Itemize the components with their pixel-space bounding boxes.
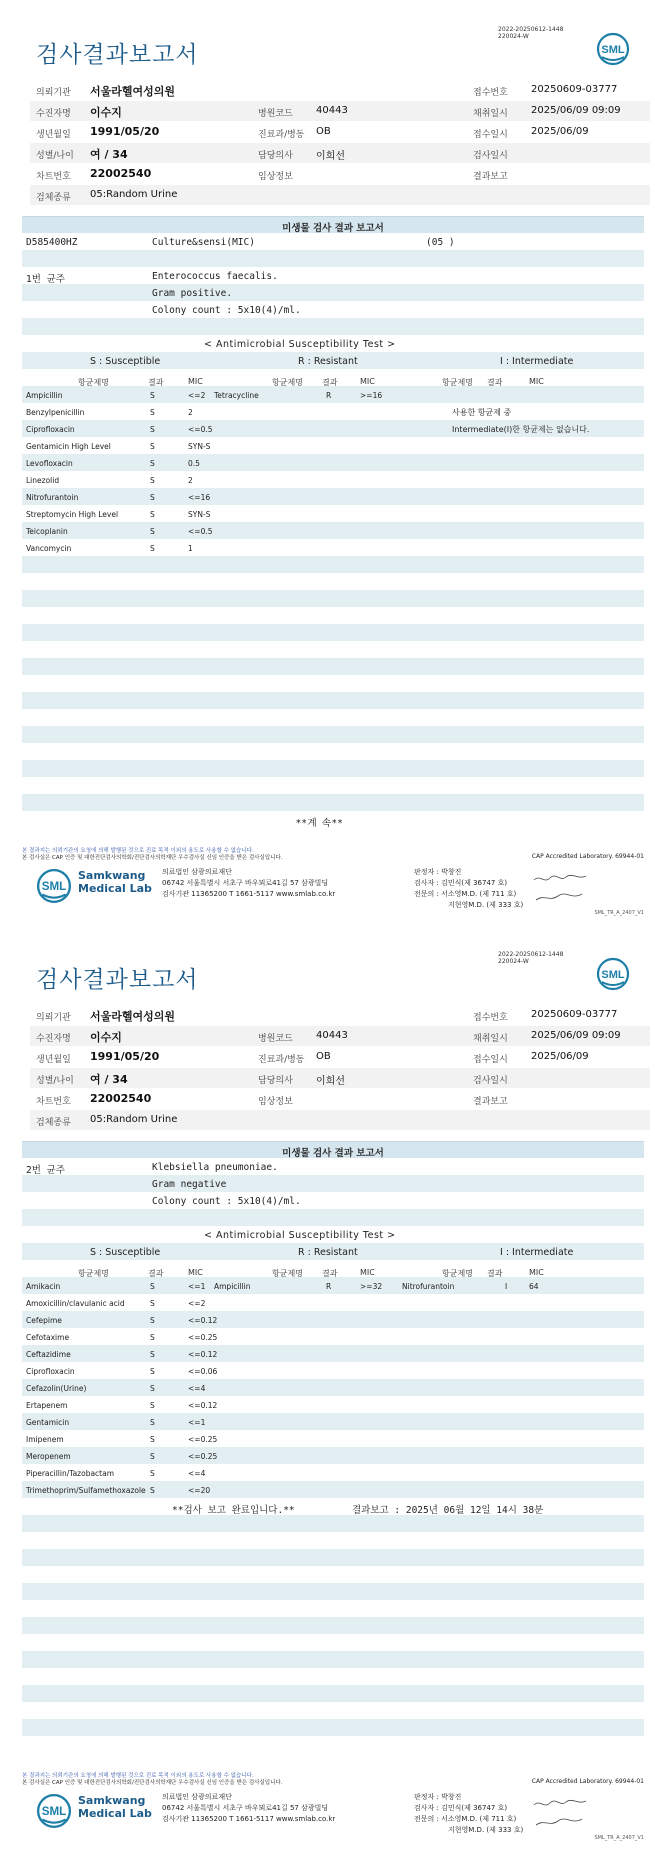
legend-intermediate: I : Intermediate [500, 1247, 574, 1258]
row-band [22, 1464, 644, 1481]
row-band [22, 1736, 644, 1753]
company-name: Samkwang Medical Lab [78, 869, 152, 895]
svg-text:SML: SML [601, 44, 625, 56]
result-value: S [150, 1367, 155, 1376]
info-row: 성별/나이 여 / 34 담당의사 이희선 검사일시 [30, 143, 650, 164]
row-band [22, 471, 644, 488]
row-band [22, 386, 644, 403]
row-band [22, 726, 644, 743]
row-band [22, 1566, 644, 1583]
mic-value: <=0.5 [188, 527, 213, 536]
row-band [22, 1498, 644, 1515]
patient-info [30, 80, 650, 206]
mic-value: >=32 [360, 1282, 383, 1291]
organism-line: Colony count : 5x10(4)/ml. [152, 1196, 301, 1207]
drug-name: Ceftazidime [26, 1350, 71, 1359]
mic-value: <=4 [188, 1384, 206, 1393]
drug-name: Cefazolin(Urine) [26, 1384, 87, 1393]
drug-name: Streptomycin High Level [26, 510, 119, 519]
drug-name: Nitrofurantoin [402, 1282, 455, 1291]
row-band [22, 1668, 644, 1685]
note-line: Intermediate(I)한 항균제는 없습니다. [452, 425, 590, 434]
header-mic: MIC [529, 1268, 544, 1277]
header-mic: MIC [188, 377, 203, 386]
organism-line: Gram negative [152, 1179, 227, 1190]
row-band [22, 1532, 644, 1549]
drug-name: Nitrofurantoin [26, 493, 79, 502]
row-band [22, 641, 644, 658]
legend-intermediate: I : Intermediate [500, 356, 574, 367]
result-value: S [150, 391, 155, 400]
svg-text:SML: SML [601, 969, 625, 981]
drug-name: Gentamicin [26, 1418, 70, 1427]
row-band [22, 675, 644, 692]
header-result: 결과 [487, 378, 503, 387]
drug-name: Ampicillin [214, 1282, 251, 1291]
row-band [22, 488, 644, 505]
sml-logo-icon [36, 1793, 72, 1829]
company-address: 의료법인 삼광의료재단 06742 서울특별시 서초구 바우뫼로41길 57 삼광빌딩 검사기관 11365200 T 1661-5117 www.smlab.co.kr [162, 868, 336, 898]
result-value: S [150, 408, 155, 417]
result-section [22, 216, 644, 828]
drug-name: Cefepime [26, 1316, 62, 1325]
info-row: 의뢰기관 서울라헬여성의원 접수번호 20250609-03777 [30, 80, 650, 101]
result-value: S [150, 1384, 155, 1393]
row-band [22, 267, 644, 284]
row-band [22, 743, 644, 760]
row-band [22, 590, 644, 607]
mic-value: <=0.12 [188, 1350, 218, 1359]
info-row: 생년월일 1991/05/20 진료과/병동 OB 접수일시 2025/06/09 [30, 1047, 650, 1068]
drug-name: Cefotaxime [26, 1333, 70, 1342]
mic-value: <=0.25 [188, 1452, 218, 1461]
row-band [22, 556, 644, 573]
organism-line: Klebsiella pneumoniae. [152, 1162, 278, 1173]
info-row: 수진자명 이수지 병원코드 40443 채취일시 2025/06/09 09:09 [30, 101, 650, 122]
continued-text: **계 속** [296, 818, 344, 829]
footer-notice: 본 검사실은 CAP 인증 및 대한진단검사의학회/진단검사의학재단 우수검사실 신임 인증을 받은 검사실입니다. [22, 855, 283, 861]
header-result: 결과 [487, 1269, 503, 1278]
svg-text:SML: SML [41, 880, 67, 894]
row-band [22, 794, 644, 811]
row-band [22, 250, 644, 267]
report-page-2 [0, 925, 655, 1850]
drug-name: Teicoplanin [26, 527, 68, 536]
row-band [22, 1549, 644, 1566]
row-band [22, 1209, 644, 1226]
staff-list: 판정자 : 박창진 검사자 : 김민식(제 36747 호) 전문의 : 서소영M.D. (제 711 호) 지현영M.D. (제 333 호) [414, 1793, 524, 1834]
report-heading: 미생물 검사 결과 보고서 [282, 223, 384, 234]
top-code: 2022-20250612-1448 220024-W [498, 951, 564, 965]
info-row: 검체종류 05:Random Urine [30, 185, 650, 206]
result-value: S [150, 1299, 155, 1308]
header-mic: MIC [360, 377, 375, 386]
row-band [22, 1430, 644, 1447]
drug-name: Levofloxacin [26, 459, 73, 468]
drug-name: Ciprofloxacin [26, 1367, 75, 1376]
mic-value: 1 [188, 544, 193, 553]
mic-value: <=1 [188, 1418, 206, 1427]
row-band [22, 539, 644, 556]
result-value: S [150, 1316, 155, 1325]
row-band [22, 1158, 644, 1175]
organism-label: 1번 균주 [26, 274, 65, 285]
footer-notice: 본 검사실은 CAP 인증 및 대한진단검사의학회/진단검사의학재단 우수검사실 신임 인증을 받은 검사실입니다. [22, 1780, 283, 1786]
drug-name: Amoxicillin/clavulanic acid [26, 1299, 125, 1308]
drug-name: Piperacillin/Tazobactam [26, 1469, 115, 1478]
drug-name: Tetracycline [214, 391, 259, 400]
row-band [22, 1192, 644, 1209]
header-drug: 항균제명 [442, 1269, 473, 1278]
cap-accreditation: CAP Accredited Laboratory. 69944-01 [531, 853, 644, 860]
mic-value: <=0.06 [188, 1367, 218, 1376]
mic-value: <=0.5 [188, 425, 213, 434]
page-title: 검사결과보고서 [36, 967, 199, 993]
row-band [22, 1328, 644, 1345]
mic-value: <=16 [188, 493, 211, 502]
header-mic: MIC [360, 1268, 375, 1277]
result-value: S [150, 544, 155, 553]
staff-list: 판정자 : 박창진 검사자 : 김민식(제 36747 호) 전문의 : 서소영M.D. (제 711 호) 지현영M.D. (제 333 호) [414, 868, 524, 909]
result-value: S [150, 476, 155, 485]
header-result: 결과 [322, 378, 338, 387]
row-band [22, 760, 644, 777]
result-value: S [150, 493, 155, 502]
mic-value: SYN-S [188, 510, 211, 519]
info-row: 수진자명 이수지 병원코드 40443 채취일시 2025/06/09 09:09 [30, 1026, 650, 1047]
info-row: 검체종류 05:Random Urine [30, 1110, 650, 1131]
company-logo [36, 1791, 156, 1827]
result-value: S [150, 425, 155, 434]
legend-susceptible: S : Susceptible [90, 1247, 161, 1258]
drug-name: Meropenem [26, 1452, 71, 1461]
test-name: Culture&sensi(MIC) [152, 237, 255, 248]
drug-name: Linezolid [26, 476, 60, 485]
row-band [22, 658, 644, 675]
mic-value: 2 [188, 476, 193, 485]
result-value: S [150, 527, 155, 536]
row-band [22, 1600, 644, 1617]
row-band [22, 1311, 644, 1328]
row-band [22, 1413, 644, 1430]
row-band [22, 1685, 644, 1702]
row-band [22, 1702, 644, 1719]
row-band [22, 1617, 644, 1634]
header-drug: 항균제명 [78, 378, 109, 387]
ast-title: < Antimicrobial Susceptibility Test > [204, 339, 396, 350]
header-result: 결과 [148, 1269, 164, 1278]
mic-value: 2 [188, 408, 193, 417]
drug-name: Imipenem [26, 1435, 64, 1444]
mic-value: <=0.25 [188, 1333, 218, 1342]
row-band [22, 403, 644, 420]
company-name: Samkwang Medical Lab [78, 1794, 152, 1820]
info-row: 생년월일 1991/05/20 진료과/병동 OB 접수일시 2025/06/09 [30, 122, 650, 143]
drug-name: Trimethoprim/Sulfamethoxazole [26, 1486, 146, 1495]
row-band [22, 1447, 644, 1464]
header-drug: 항균제명 [442, 378, 473, 387]
mic-value: <=2 [188, 391, 206, 400]
header-mic: MIC [529, 377, 544, 386]
header-result: 결과 [148, 378, 164, 387]
header-result: 결과 [322, 1269, 338, 1278]
signature-icon [532, 870, 592, 904]
drug-name: Ciprofloxacin [26, 425, 75, 434]
row-band [22, 1583, 644, 1600]
cap-accreditation: CAP Accredited Laboratory. 69944-01 [531, 1778, 644, 1785]
sml-logo-icon [596, 957, 630, 991]
row-band [22, 1379, 644, 1396]
info-row: 차트번호 22002540 임상정보 결과보고 [30, 1089, 650, 1110]
organism-line: Enterococcus faecalis. [152, 271, 278, 282]
legend-resistant: R : Resistant [298, 1247, 358, 1258]
row-band [22, 1345, 644, 1362]
result-section [22, 1141, 644, 1753]
result-value: S [150, 459, 155, 468]
row-band [22, 301, 644, 318]
company-address: 의료법인 삼광의료재단 06742 서울특별시 서초구 바우뫼로41길 57 삼광빌딩 검사기관 11365200 T 1661-5117 www.smlab.co.kr [162, 1793, 336, 1823]
row-band [22, 233, 644, 250]
form-version: SML_TR_A_2407_V1 [594, 1835, 644, 1841]
header-mic: MIC [188, 1268, 203, 1277]
footer-notice: 본 결과지는 의뢰기관의 요청에 의해 발행된 것으로 진료 목적 이외의 용도로 사용할 수 없습니다. [22, 848, 254, 854]
drug-name: Amikacin [26, 1282, 61, 1291]
drug-name: Vancomycin [26, 544, 72, 553]
result-value: S [150, 1486, 155, 1495]
result-value: S [150, 1452, 155, 1461]
organism-label: 2번 균주 [26, 1165, 65, 1176]
result-value: S [150, 442, 155, 451]
row-band [22, 573, 644, 590]
row-band [22, 522, 644, 539]
legend-susceptible: S : Susceptible [90, 356, 161, 367]
row-band [22, 1175, 644, 1192]
mic-value: <=1 [188, 1282, 206, 1291]
organism-line: Gram positive. [152, 288, 233, 299]
row-band [22, 1651, 644, 1668]
report-time: 결과보고 : 2025년 06월 12일 14시 38분 [352, 1505, 544, 1516]
top-code: 2022-20250612-1448 220024-W [498, 26, 564, 40]
report-heading: 미생물 검사 결과 보고서 [282, 1148, 384, 1159]
organism-line: Colony count : 5x10(4)/ml. [152, 305, 301, 316]
info-row: 차트번호 22002540 임상정보 결과보고 [30, 164, 650, 185]
report-complete: **검사 보고 완료입니다.** [172, 1505, 295, 1516]
mic-value: >=16 [360, 391, 383, 400]
row-band [22, 1396, 644, 1413]
row-band [22, 318, 644, 335]
mic-value: <=0.12 [188, 1401, 218, 1410]
result-value: I [505, 1282, 508, 1291]
row-band [22, 709, 644, 726]
row-band [22, 437, 644, 454]
svg-text:SML: SML [41, 1805, 67, 1819]
header-drug: 항균제명 [272, 1269, 303, 1278]
drug-name: Benzylpenicillin [26, 408, 85, 417]
form-version: SML_TR_A_2407_V1 [594, 910, 644, 916]
result-value: S [150, 1401, 155, 1410]
company-logo [36, 866, 156, 902]
signature-icon [532, 1795, 592, 1829]
row-band [22, 607, 644, 624]
result-value: S [150, 1435, 155, 1444]
test-code: D585400HZ [26, 237, 78, 248]
row-band [22, 1515, 644, 1532]
row-band [22, 1719, 644, 1736]
result-value: S [150, 1418, 155, 1427]
drug-name: Gentamicin High Level [26, 442, 111, 451]
test-number: (05 ) [426, 237, 455, 248]
row-band [22, 624, 644, 641]
row-band [22, 777, 644, 794]
row-band [22, 454, 644, 471]
result-value: S [150, 510, 155, 519]
result-value: S [150, 1282, 155, 1291]
info-row: 성별/나이 여 / 34 담당의사 이희선 검사일시 [30, 1068, 650, 1089]
sml-logo-icon [596, 32, 630, 66]
mic-value: 0.5 [188, 459, 200, 468]
row-band [22, 692, 644, 709]
row-band [22, 1277, 644, 1294]
result-value: S [150, 1469, 155, 1478]
mic-value: <=0.12 [188, 1316, 218, 1325]
info-row: 의뢰기관 서울라헬여성의원 접수번호 20250609-03777 [30, 1005, 650, 1026]
mic-value: SYN-S [188, 442, 211, 451]
footer-notice: 본 결과지는 의뢰기관의 요청에 의해 발행된 것으로 진료 목적 이외의 용도로 사용할 수 없습니다. [22, 1773, 254, 1779]
mic-value: <=2 [188, 1299, 206, 1308]
mic-value: 64 [529, 1282, 539, 1291]
mic-value: <=20 [188, 1486, 211, 1495]
ast-title: < Antimicrobial Susceptibility Test > [204, 1230, 396, 1241]
note-line: 사용한 항균제 중 [452, 408, 512, 417]
patient-info [30, 1005, 650, 1131]
result-value: R [326, 1282, 332, 1291]
row-band [22, 1362, 644, 1379]
header-drug: 항균제명 [78, 1269, 109, 1278]
result-value: R [326, 391, 332, 400]
page-title: 검사결과보고서 [36, 42, 199, 68]
drug-name: Ertapenem [26, 1401, 68, 1410]
sml-logo-icon [36, 868, 72, 904]
result-value: S [150, 1333, 155, 1342]
result-value: S [150, 1350, 155, 1359]
drug-name: Ampicillin [26, 391, 63, 400]
mic-value: <=4 [188, 1469, 206, 1478]
header-drug: 항균제명 [272, 378, 303, 387]
row-band [22, 1634, 644, 1651]
legend-resistant: R : Resistant [298, 356, 358, 367]
row-band [22, 284, 644, 301]
mic-value: <=0.25 [188, 1435, 218, 1444]
